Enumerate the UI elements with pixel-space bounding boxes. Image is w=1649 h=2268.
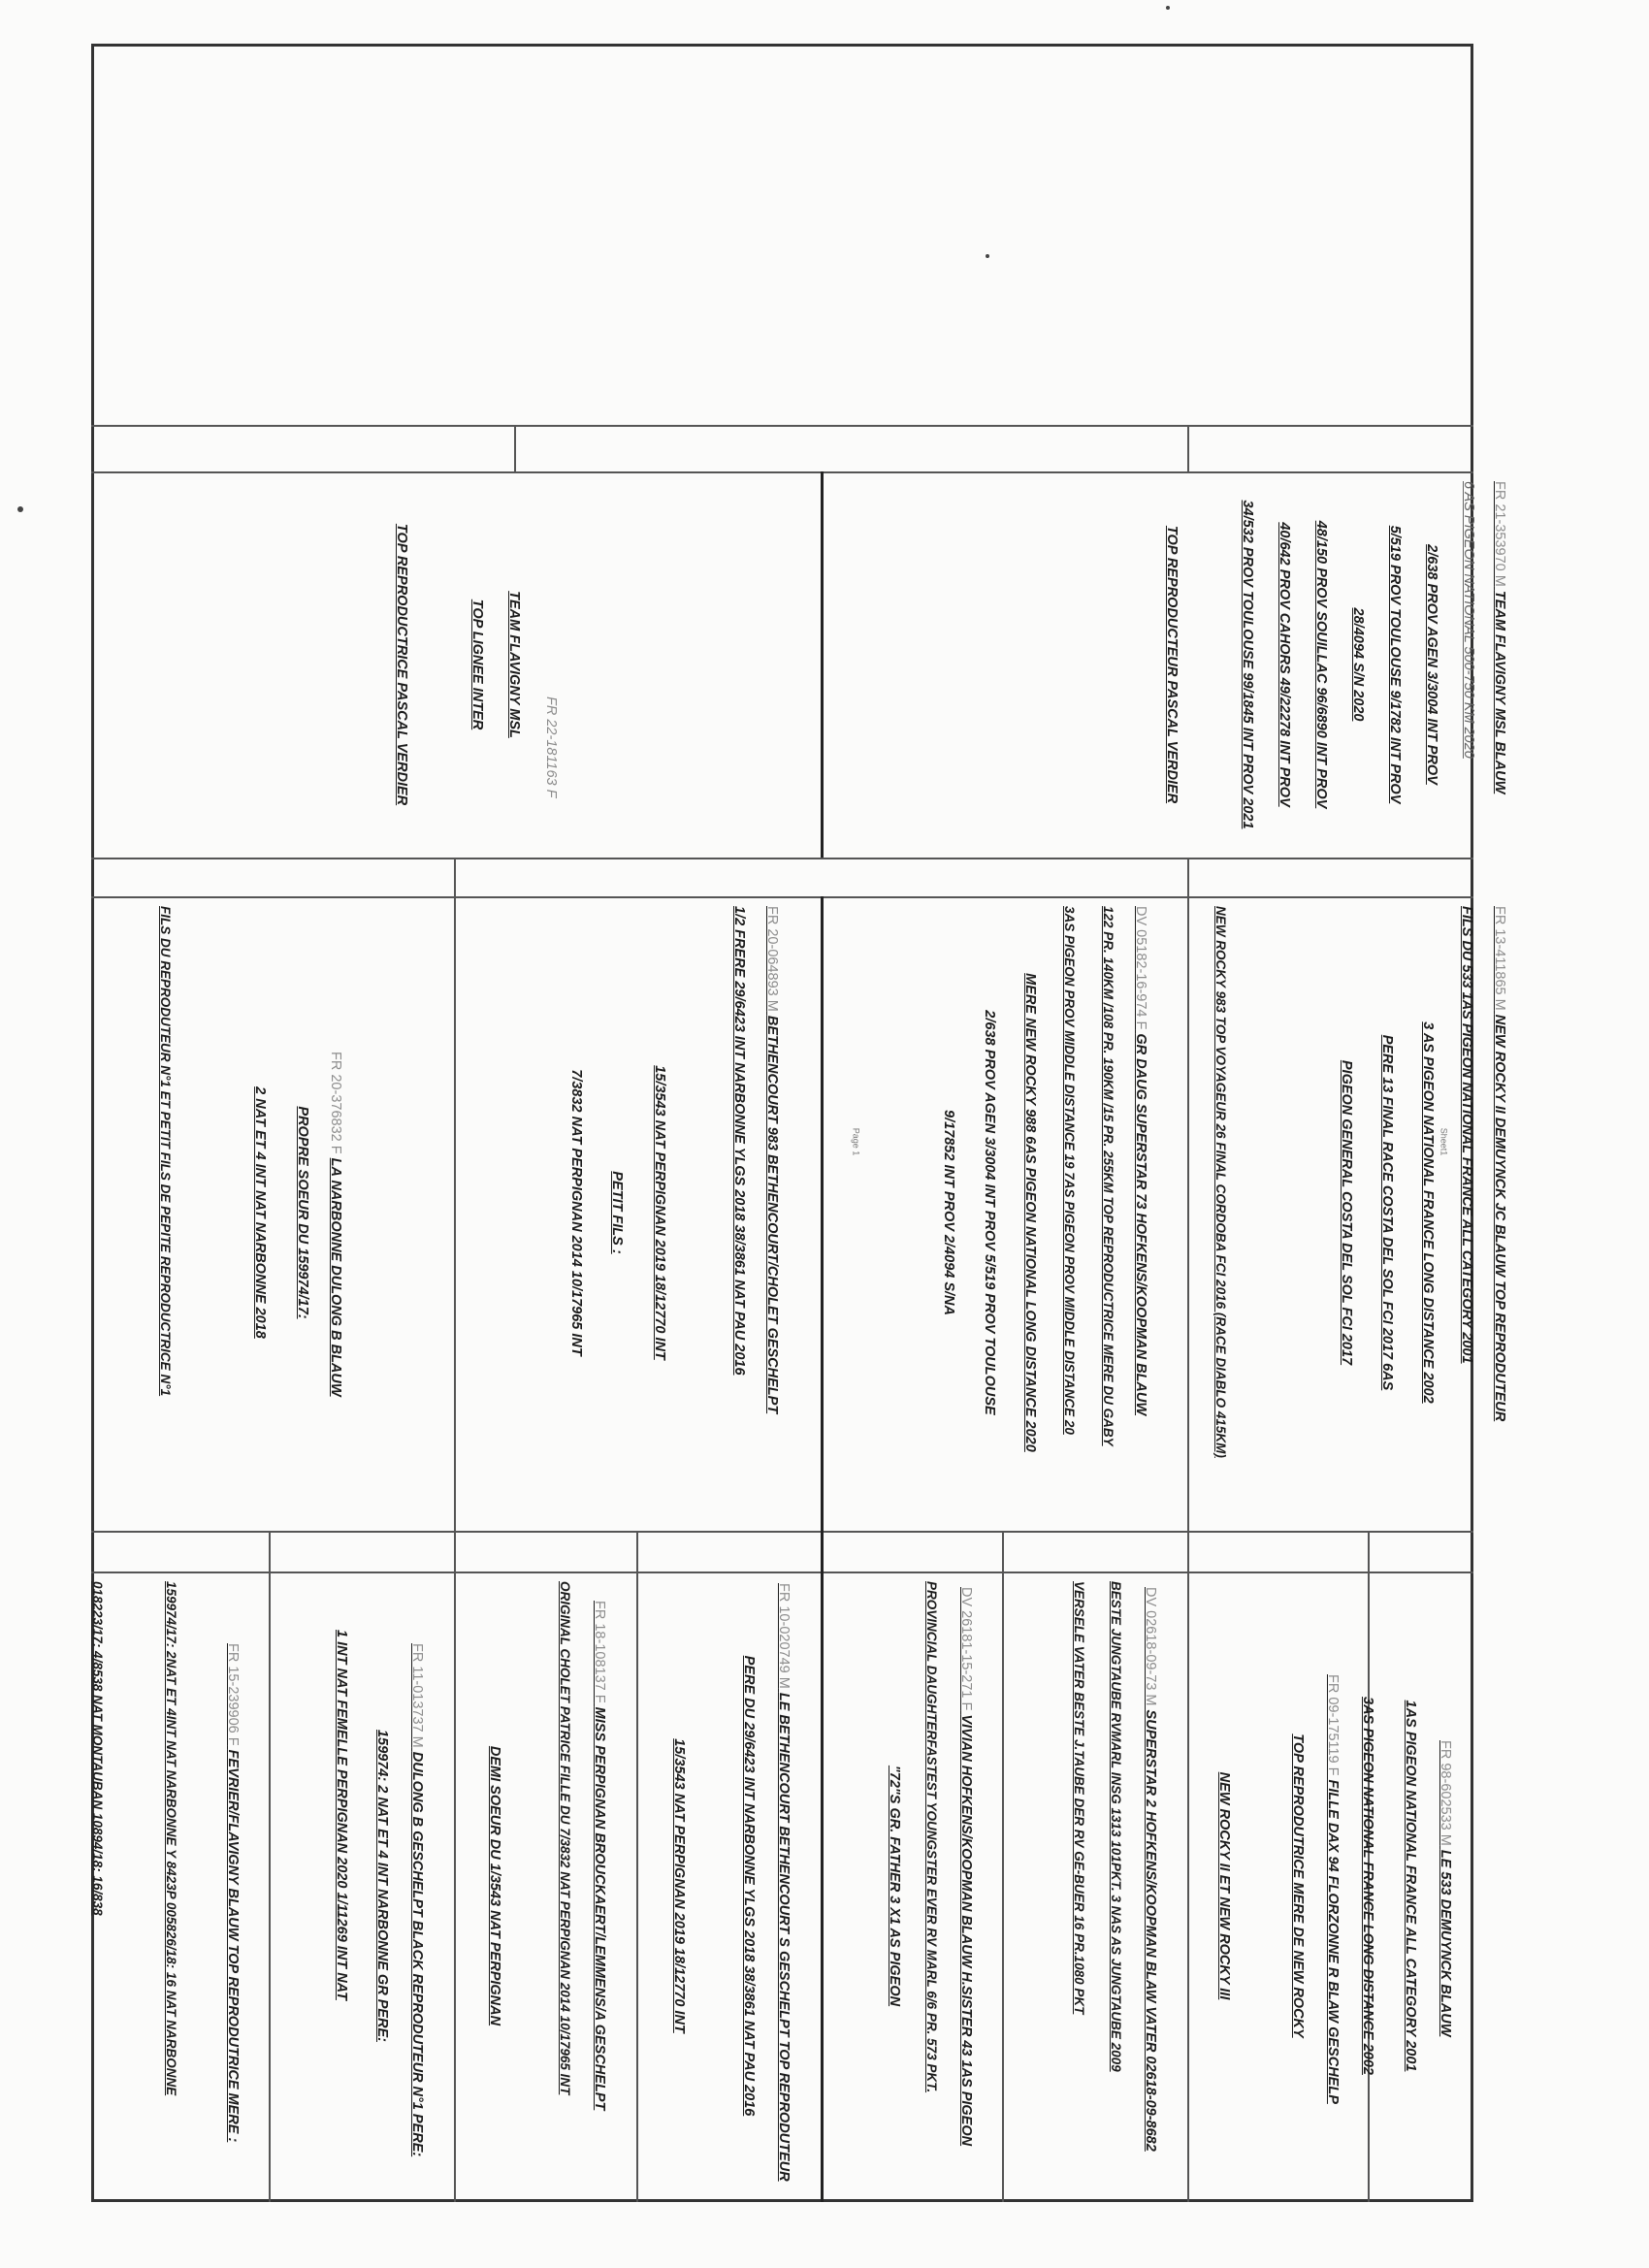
grandsire-1-ring: FR 13-411865 M	[1492, 906, 1507, 1011]
ggp-8-cell	[87, 1577, 242, 2194]
ggp-3-line: VERSELE VATER BESTE J.TAUBE DER RV GE-BUER 16 PR.1080 PKT	[1072, 1581, 1086, 2015]
ggp-8-name: FEVRIER/FLAVIGNY BLAUW TOP REPRODUTRICE MERE :	[225, 1749, 241, 2143]
granddam-2-line: 2 NAT ET 4 INT NAT NARBONNE 2018	[252, 1086, 268, 1339]
ggp-3-header	[1141, 1581, 1160, 2190]
grandsire-2-line: 7/3832 NAT PERPIGNAN 2014 10/17965 INT	[568, 1069, 584, 1356]
sire-line: 28/4094 S/N 2020	[1350, 607, 1366, 722]
granddam-1-header	[1131, 906, 1150, 1519]
sire-line: 6 AS PIGEON NATIONAL 500-750 KM 2020	[1461, 481, 1476, 759]
ggp-8-header	[223, 1581, 242, 2190]
sheet-label: Sheet1	[1439, 1127, 1449, 1156]
ggp-2-line: TOP REPRODUTRICE MERE DE NEW ROCKY	[1290, 1733, 1306, 2038]
grandsire-2-cell	[452, 902, 782, 1523]
ggp-3-name: SUPERSTAR 2 HOFKENS/KOOPMAN BLAW VATER 02618-09-8682	[1143, 1709, 1158, 2152]
granddam-1-line: 2/638 PROV AGEN 3/3004 INT PROV 5/519 PROV TOULOUSE	[982, 1010, 997, 1415]
ggp-5-line: 15/3543 NAT PERPIGNAN 2019 18/12770 INT	[671, 1738, 687, 2033]
ggp-4-name: VIVIAN HOFKENS/KOOPMAN BLAUW H.SISTER 43 1AS PIGEON	[958, 1714, 974, 2147]
granddam-2-ring: FR 20-376832 F	[328, 1052, 343, 1154]
divider-gp-ggp	[91, 1531, 1473, 1533]
dam-line: TEAM FLAVIGNY MSL	[506, 591, 522, 738]
divider-ggp-3	[636, 1531, 638, 2202]
grandsire-1-line: FILS DU 533 1AS PIGEON NATIONAL FRANCE ALL CATEGORY 2001	[1459, 906, 1474, 1364]
grandsire-2-line: 1/2 FRERE 29/6423 INT NARBONNE YLGS 2018 38/3861 NAT PAU 2016	[731, 906, 747, 1376]
sire-cell	[1164, 477, 1509, 852]
ggp-4-ring: DV 26181-15-271 F	[958, 1587, 974, 1711]
grandsire-1-line: PERE 13 FINAL RACE COSTA DEL SOL FCI 2017 6AS	[1379, 1034, 1395, 1391]
ggp-2-cell	[1197, 1577, 1342, 2194]
ggp-4-line: "72"S GR. FATHER 3 X1 AS PIGEON	[887, 1765, 902, 2007]
ggp-2-line: NEW ROCKY II ET NEW ROCKY III	[1216, 1771, 1232, 2000]
grandsire-1-header	[1490, 906, 1509, 1519]
ggp-5-ring: FR 10-020749 M	[776, 1583, 792, 1689]
granddam-1-line: MERE NEW ROCKY 988 6AS PIGEON NATIONAL LONG DISTANCE 2020	[1022, 973, 1038, 1452]
grandsire-2-line: PETIT FILS :	[609, 1171, 625, 1254]
ggp-4-cell	[830, 1577, 976, 2194]
dam-line: TOP REPRODUCTRICE PASCAL VERDIER	[394, 523, 409, 806]
sire-line: 40/642 PROV CAHORS 49/22278 INT PROV	[1277, 522, 1292, 807]
ggp-7-line: 1 INT NAT FEMELLE PERPIGNAN 2020 1/11269 INT NAT	[334, 1630, 349, 2000]
grandsire-1-line: PIGEON GENERAL COSTA DEL SOL FCI 2017	[1339, 1059, 1354, 1366]
dam-cell	[394, 477, 782, 852]
divider-ggp-1	[269, 1531, 271, 2202]
granddam-1-cell	[821, 902, 1150, 1523]
divider-gp-ggp-2	[91, 1571, 1473, 1573]
sire-line: 2/638 PROV AGEN 3/3004 INT PROV	[1424, 544, 1439, 785]
granddam-2-cell	[93, 902, 423, 1523]
ggp-6-ring: FR 18-108137 F	[592, 1601, 607, 1703]
granddam-2-line: PROPRE SOEUR DU 159974/17:	[295, 1106, 310, 1319]
ggp-8-line: 159974/17: 2NAT ET 4INT NAT NARBONNE Y 8423P 005826/18: 16 NAT NARBONNE	[164, 1581, 178, 2096]
divider-parents-gp-2	[91, 896, 1473, 898]
sire-line: 34/532 PROV TOULOUSE 99/1845 INT PROV 2021	[1240, 500, 1255, 829]
ggp-5-line: PERE DU 29/6423 INT NARBONNE YLGS 2018 38/3861 NAT PAU 2016	[741, 1655, 757, 2117]
ggp-1-ring: FR 98-602533 M	[1438, 1740, 1453, 1846]
ggp-4-header	[956, 1581, 976, 2190]
dam-line: TOP LIGNEE INTER	[469, 599, 485, 730]
sire-header	[1490, 481, 1509, 848]
grandsire-2-ring: FR 20-064893 M	[764, 906, 780, 1012]
granddam-2-name: LA NARBONNE DULONG B BLAUW	[328, 1157, 343, 1397]
scan-speck	[1166, 6, 1170, 10]
ggp-7-name: DULONG B GESCHELPT BLACK REPRODUTEUR N°1 PERE:	[409, 1751, 425, 2157]
grandsire-1-cell	[1180, 902, 1509, 1523]
ggp-6-header	[590, 1581, 609, 2190]
granddam-2-header	[326, 906, 345, 1519]
ggp-2-header	[1323, 1581, 1342, 2190]
sire-line: 5/519 PROV TOULOUSE 9/1782 INT PROV	[1387, 525, 1403, 804]
ggp-8-line: 018223/17: 4/8538 NAT MONTAUBAN 10894/18: 16/838	[90, 1581, 105, 1916]
dam-ring: FR 22-181163 F	[543, 697, 559, 798]
ggp-7-line: 159974: 2 NAT ET 4 INT NARBONNE GR PERE:	[374, 1729, 390, 2043]
page-label: Page 1	[851, 1127, 861, 1156]
ggp-2-name: FILLE DAX 94 FLORZONNE R BLAW GESCHELP	[1325, 1779, 1341, 2104]
sire-ring: FR 21-353970 M	[1492, 481, 1507, 587]
ggp-1-cell	[1368, 1577, 1455, 2194]
ggp-5-name: LE BETHENCOURT BETHENCOURT S GESCHELPT TOP REPRODUTEUR	[776, 1692, 792, 2182]
grandsire-2-line: 15/3543 NAT PERPIGNAN 2019 18/12770 INT	[652, 1065, 667, 1360]
grandsire-2-name: BETHENCOURT 983 BETHENCOURT/CHOLET GESCHELPT	[764, 1015, 780, 1414]
grandsire-1-line: 3 AS PIGEON NATIONAL FRANCE LONG DISTANCE 2002	[1420, 1021, 1436, 1404]
divider-ggp-4	[821, 1531, 824, 2202]
granddam-2-line: FILS DU REPRODUTEUR N°1 ET PETIT FILS DE PEPITE REPRODUCTRICE N°1	[158, 906, 173, 1397]
ggp-1-line: 1AS PIGEON NATIONAL FRANCE ALL CATEGORY 2001	[1403, 1700, 1418, 2072]
scan-speck	[17, 506, 23, 512]
ggp-6-name: MISS PERPIGNAN BROUCKAERT/LEMMENS/A GESCHELPT	[592, 1706, 607, 2111]
ggp-7-ring: FR 11-013737 M	[409, 1643, 425, 1748]
divider-col-b	[1187, 425, 1189, 471]
ggp-6-line: ORIGINAL CHOLET PATRICE FILLE DU 7/3832 NAT PERPIGNAN 2014 10/17965 INT	[558, 1581, 572, 2095]
divider-ggp-6	[1187, 1531, 1189, 2202]
ggp-6-line: DEMI SOEUR DU 1/3543 NAT PERPIGNAN	[487, 1745, 502, 2026]
granddam-1-name: GR DAUG SUPERSTAR 73 HOFKENS/KOOPMAN BLAUW	[1133, 1033, 1148, 1416]
granddam-1-line: 3AS PIGEON PROV MIDDLE DISTANCE 19 7AS PIGEON PROV MIDDLE DISTANCE 20	[1062, 906, 1077, 1435]
granddam-1-ring: DV 05182-16-974 F	[1133, 906, 1148, 1030]
ggp-7-cell	[281, 1577, 427, 2194]
grandsire-1-line: NEW ROCKY 983 TOP VOYAGEUR 26 FINAL CORDOBA FCI 2016 (RACE DIABLO 415KM)	[1213, 906, 1228, 1458]
granddam-1-line: 9/17852 INT PROV 2/4094 S/NA	[941, 1110, 956, 1315]
divider-parents-gp	[91, 858, 1473, 859]
ggp-3-line: BESTE JUNGTAUBE RVMARL INSG 1313 101PKT. 3 NAS AS JUNGTAUBE 2009	[1109, 1581, 1123, 2072]
scan-speck	[986, 254, 989, 258]
ggp-6-cell	[464, 1577, 609, 2194]
divider-ggp-5	[1002, 1531, 1004, 2202]
ggp-5-cell	[648, 1577, 793, 2194]
grandsire-1-name: NEW ROCKY II DEMUYNCK JC BLAUW TOP REPRODUTEUR	[1492, 1014, 1507, 1422]
ggp-8-ring: FR 15-239906 F	[225, 1643, 241, 1746]
divider-top-area-2	[91, 471, 1473, 473]
divider-col-a	[514, 425, 516, 471]
granddam-1-line: 122 PR. 140KM /108 PR. 190KM /15 PR. 255KM TOP REPRODUCTRICE MERE DU GABY	[1101, 906, 1116, 1446]
divider-ggp-2	[454, 1531, 456, 2202]
divider-top-area	[91, 425, 1473, 427]
ggp-1-name: LE 533 DEMUYNCK BLAUW	[1438, 1849, 1453, 2037]
sire-line: TOP REPRODUCTEUR PASCAL VERDIER	[1164, 525, 1180, 804]
divider-sire-dam	[821, 471, 824, 858]
sire-name: TEAM FLAVIGNY MSL BLAUW	[1492, 590, 1507, 794]
ggp-5-header	[774, 1581, 793, 2190]
ggp-7-header	[407, 1581, 427, 2190]
ggp-4-line: PROVINCIAL DAUGHTERFASTEST YOUNGSTER EVER RV MARL 6/6 PR. 573 PKT.	[924, 1581, 939, 2093]
ggp-1-line: 3AS PIGEON NATIONAL FRANCE LONG DISTANCE 2002	[1360, 1697, 1375, 2075]
ggp-3-ring: DV 02618-09-73 M	[1143, 1587, 1158, 1706]
ggp-3-cell	[1015, 1577, 1160, 2194]
ggp-2-ring: FR 09-175119 F	[1325, 1674, 1341, 1776]
ggp-1-header	[1436, 1581, 1455, 2190]
grandsire-2-header	[762, 906, 782, 1519]
ggp-1b-cell	[1339, 1577, 1377, 2194]
sire-line: 48/150 PROV SOUILLAC 96/6890 INT PROV	[1313, 520, 1329, 809]
